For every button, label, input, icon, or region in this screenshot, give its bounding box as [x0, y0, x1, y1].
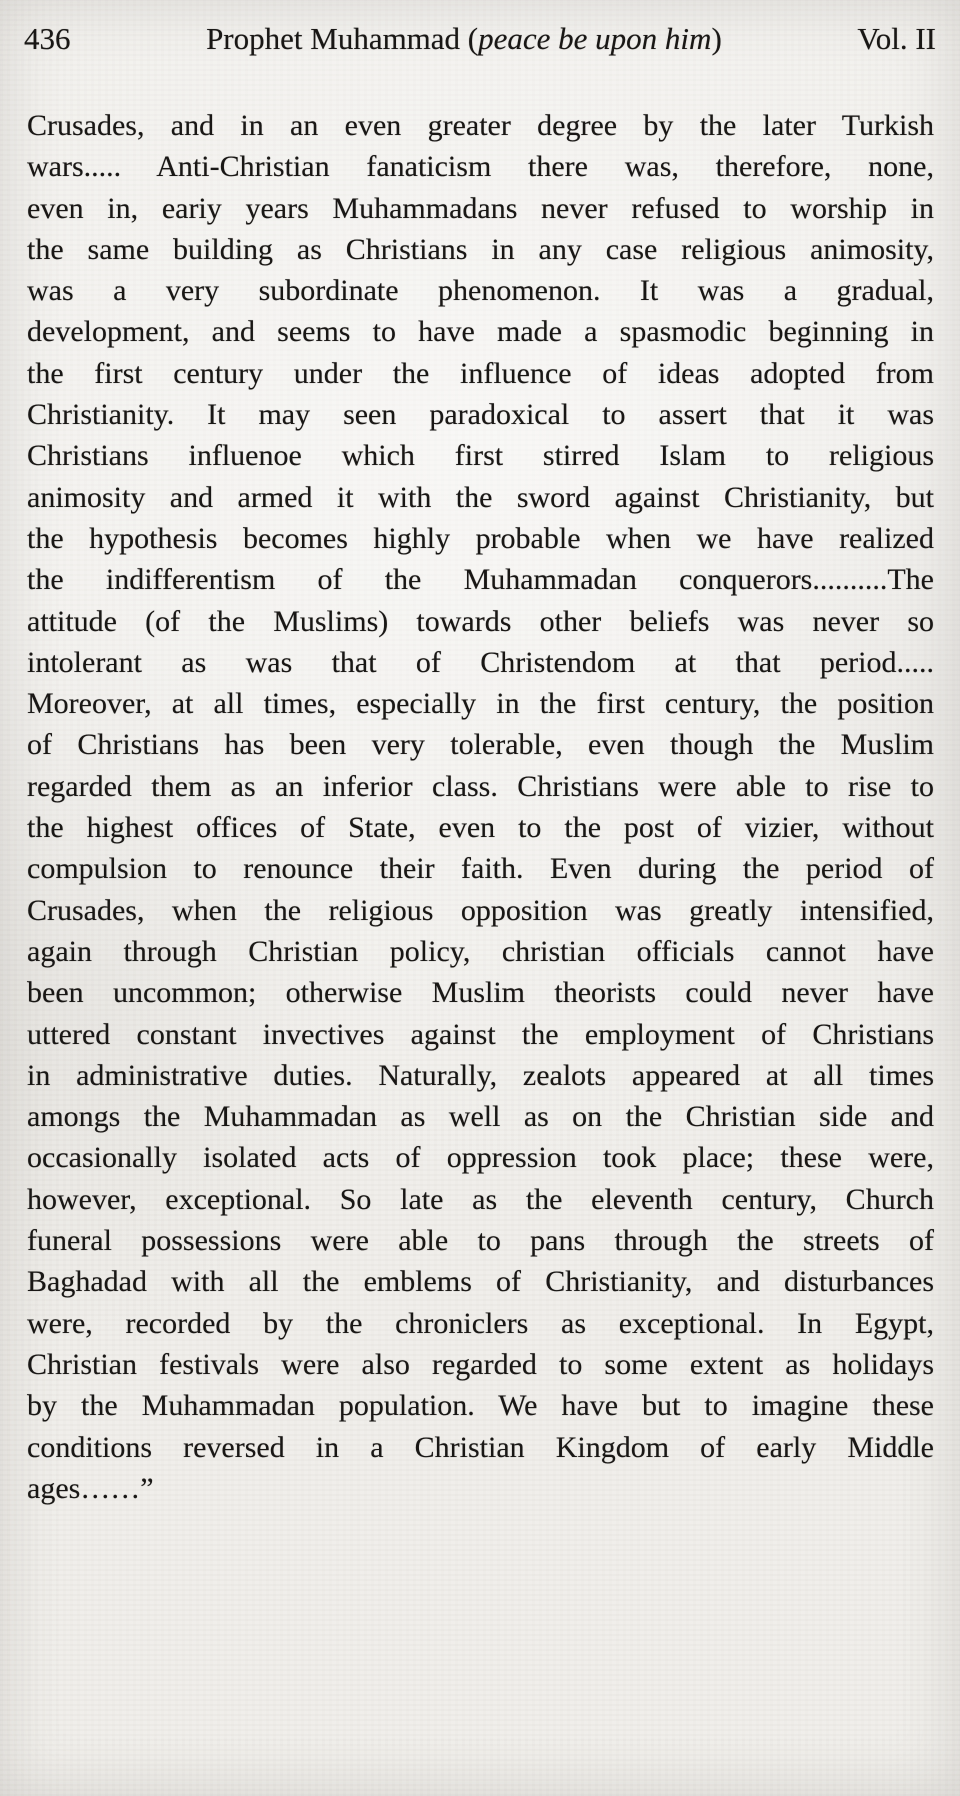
text-line: ages……” — [27, 1471, 154, 1505]
text-line: amongs the Muhammadan as well as on the Christian side and — [27, 1100, 934, 1134]
text-line: Christianity. It may seen paradoxical to assert that it was — [27, 398, 934, 432]
running-title-suffix: ) — [711, 21, 722, 56]
text-line: development, and seems to have made a spasmodic beginning in — [27, 315, 934, 349]
text-line: conditions reversed in a Christian Kingdom of early Middle — [27, 1430, 934, 1464]
text-line: Crusades, and in an even greater degree by the later Turkish — [27, 109, 934, 142]
body-text — [0, 105, 960, 1509]
text-line: Baghadad with all the emblems of Christianity, and disturbances — [27, 1265, 934, 1299]
text-line: uttered constant invectives against the employment of Christians — [27, 1017, 934, 1051]
page-number: 436 — [24, 21, 71, 56]
text-line: Christians influenoe which first stirred Islam to religious — [27, 439, 934, 473]
text-line: were, recorded by the chroniclers as exceptional. In Egypt, — [27, 1306, 934, 1340]
text-line: in administrative duties. Naturally, zealots appeared at all times — [27, 1058, 934, 1092]
page-header — [0, 0, 960, 58]
text-line: Christian festivals were also regarded to some extent as holidays — [27, 1347, 934, 1381]
text-line: regarded them as an inferior class. Christians were able to rise to — [27, 769, 934, 803]
text-line: even in, eariy years Muhammadans never refused to worship in — [27, 191, 934, 225]
text-line: attitude (of the Muslims) towards other beliefs was never so — [27, 604, 934, 638]
text-line: occasionally isolated acts of oppression took place; these were, — [27, 1141, 934, 1175]
text-line: of Christians has been very tolerable, even though the Muslim — [27, 728, 934, 762]
text-line: however, exceptional. So late as the eleventh century, Church — [27, 1182, 934, 1216]
running-title-italic: peace be upon him — [478, 21, 712, 56]
text-line: by the Muhammadan population. We have but to imagine these — [27, 1389, 934, 1423]
text-line: intolerant as was that of Christendom at that period..... — [27, 645, 934, 679]
text-line: Moreover, at all times, especially in the first century, the position — [27, 687, 934, 721]
text-line: the first century under the influence of ideas adopted from — [27, 356, 934, 390]
text-line: the highest offices of State, even to the post of vizier, without — [27, 811, 934, 845]
text-line: the same building as Christians in any case religious animosity, — [27, 232, 934, 266]
text-line: compulsion to renounce their faith. Even during the period of — [27, 852, 934, 886]
text-line: was a very subordinate phenomenon. It was a gradual, — [27, 274, 934, 308]
running-title-prefix: Prophet Muhammad ( — [206, 21, 479, 56]
text-line: the indifferentism of the Muhammadan conquerors..........The — [27, 563, 934, 597]
text-line: animosity and armed it with the sword against Christianity, but — [27, 480, 934, 514]
text-line: the hypothesis becomes highly probable when we have realized — [27, 521, 934, 555]
volume-label: Vol. II — [857, 21, 936, 56]
running-title — [71, 20, 858, 58]
text-line: wars..... Anti-Christian fanaticism there was, therefore, none, — [27, 150, 934, 184]
text-line: again through Christian policy, christian officials cannot have — [27, 934, 934, 968]
text-line: Crusades, when the religious opposition was greatly intensified, — [27, 893, 934, 927]
text-line: funeral possessions were able to pans through the streets of — [27, 1224, 934, 1258]
text-line: been uncommon; otherwise Muslim theorists could never have — [27, 976, 934, 1010]
